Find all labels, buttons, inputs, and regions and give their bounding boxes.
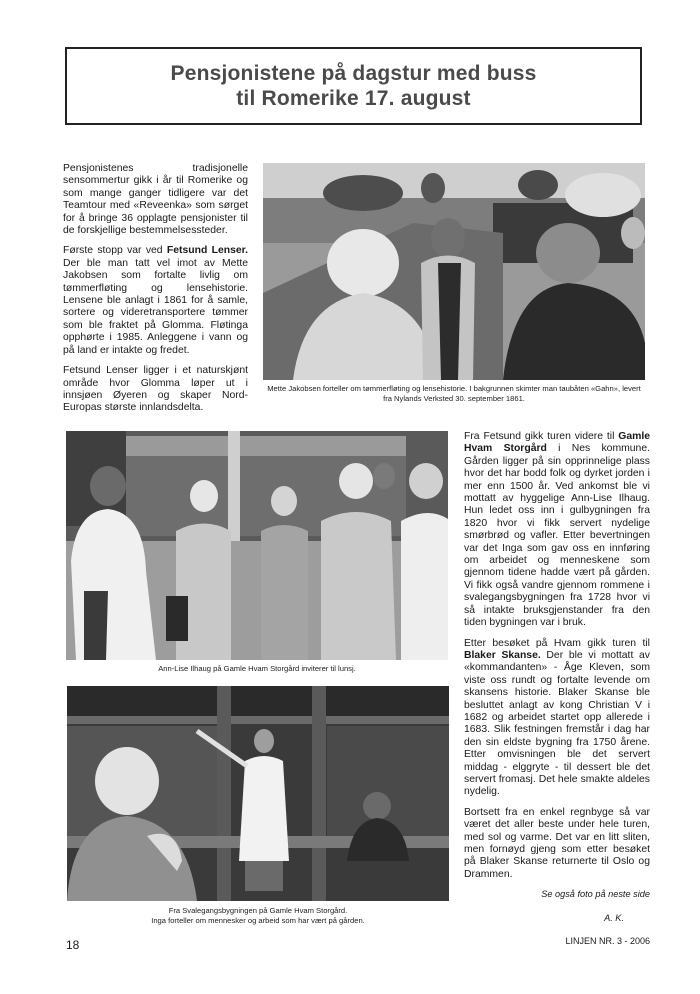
see-also-note: Se også foto på neste side [541,889,650,899]
paragraph-blaker [464,638,650,799]
place-name-fetsund: Fetsund Lenser. [166,245,248,257]
caption-photo-svalegang [67,906,449,925]
text-span: Der ble man tatt vel imot av Mette Jakobsen som fortalte livlig om tømmerfløting og lensehistorie. Lensene ble anlagt i 1861 for å samle, sortere og videretransportere tømmer som ble fraktet på Glomma. Fløtinga opphørte i 1985. Anleggene i vann og på land er intakte og fredet. [63,257,248,356]
place-name-hvam: Gamle Hvam Storgård [464,431,650,455]
article-title-line-2: til Romerike 17. august [236,87,471,110]
caption-photo-fetsund: Mette Jakobsen forteller om tømmerfløting og lensehistorie. I bakgrunnen skimter man taubåten «Gahn», levert fra Nylands Verksted 30. september 1861. [267,384,641,403]
text-span: Fra Fetsund gikk turen videre til [464,431,619,442]
place-name-blaker: Blaker Skanse. [464,649,541,661]
text-span: Der ble vi mottatt av «kommandanten» - Åge Kleven, som viste oss rundt og fortalte levende om skansens historie. Blaker Skanse ble besluttet anlagt av kong Christian V i 1682 og arbeidet startet opp allerede i 1683. Slik festningen fremstår i dag har den sin eldste bygning fra 1750 årene. Etter omvisningen ble det servert middag - elggryte - til dessert ble det servert fromasj. Det hele smakte aldeles nydelig. [464,649,650,798]
left-column-text [63,163,248,423]
publication-info: LINJEN NR. 3 - 2006 [565,936,650,946]
page-number: 18 [66,938,80,952]
paragraph-fetsund [63,245,248,357]
text-span: i Nes kommune. Gården ligger på sin opprinnelige plass hvor det har bodd folk og dyrket jorden i mer enn 1500 år. Ved ankomst ble vi mottatt av hyggelige Ann-Lise Ilhaug. Hun ledet oss inn i gulbygningen fra 1820 hvor vi fikk servert nydelige smørbrød og vafler. Etter bevertningen var det Inga som gav oss en innføring om arbeidet og menneskene som gjennom tidene hadde vært på gården. Vi fikk også vandre gjennom rommene i svalegangsbygningen fra 1728 hvor vi så intakte bruksgjenstander fra den tiden bygningen var i bruk. [464,443,650,629]
article-title-line-1: Pensjonistene på dagstur med buss [170,62,537,85]
caption-photo-hvam-group: Ann-Lise Ilhaug på Gamle Hvam Storgård inviterer til lunsj. [158,664,356,673]
photo-svalegang-image [67,686,449,901]
paragraph-intro: Pensjonistenes tradisjonelle sensommertur gikk i år til Romerike og som mange ganger tidligere var det Teamtour med «Reveenka» som sørget for å bringe 36 opplagte pensjonister til de forskjellige bestemmelsessteder. [63,163,248,237]
paragraph-hvam [464,431,650,630]
photo-hvam-group [66,431,448,660]
paragraph-weather: Bortsett fra en enkel regnbyge så var været det aller beste under hele turen, med sol og varme. Det var en litt sliten, men fornøyd gjeng som etter besøket på Blaker Skanse returnerte til Oslo og Drammen. [464,806,650,880]
photo-hvam-group-image [66,431,448,660]
photo-svalegang [67,686,449,901]
photo-fetsund-lenser [263,163,645,380]
title-box [65,47,642,125]
right-column-text [464,431,650,889]
caption-line-1: Fra Svalegangsbygningen på Gamle Hvam Storgård. [168,906,348,915]
paragraph-fetsund-area: Fetsund Lenser ligger i et naturskjønt område hvor Glomma løper ut i innsjøen Øyeren og skaper Nord-Europas største innlandsdelta. [63,365,248,414]
text-span: Etter besøket på Hvam gikk turen til [464,637,650,649]
photo-fetsund-image [263,163,645,380]
text-span: Første stopp var ved [63,245,167,257]
author-initials: A. K. [604,913,624,923]
caption-line-2: Inga forteller om mennesker og arbeid som har vært på gården. [151,915,365,925]
